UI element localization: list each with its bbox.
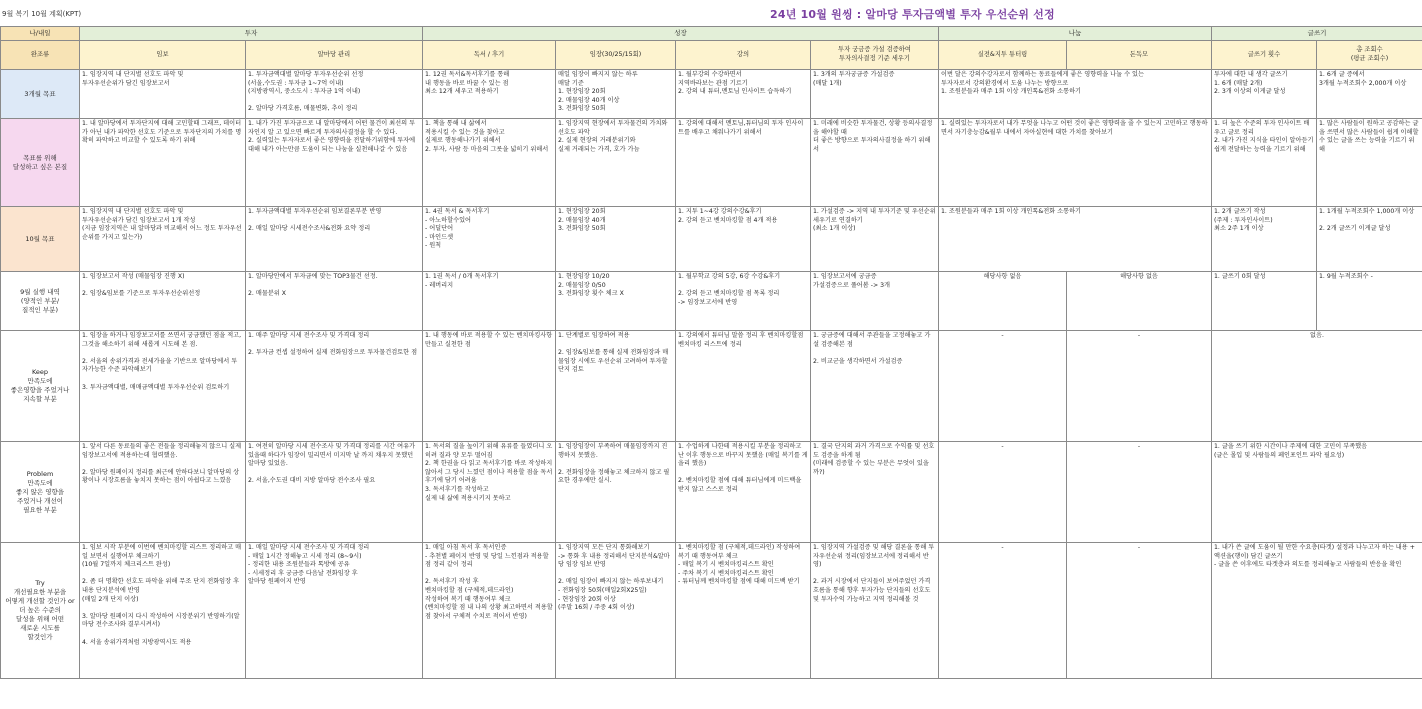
row-problem [1, 442, 1422, 543]
cell-views[interactable]: 1. 많은 사람들이 원하고 공감하는 글을 쓰면서 많은 사람들이 쉽게 이해할 수 있는 글을 쓰는 능력을 기르기 위해 [1317, 119, 1422, 207]
cell-write-count[interactable]: 1. 더 높은 수준의 투자 인사이트 배우고 글로 정리 2. 내가 가진 지식을 타인이 알아듣기 쉽게 전달하는 능력을 기르기 위해 [1212, 119, 1317, 207]
cell-reading[interactable]: 1. 12권 독서&독서후기를 통해 내 행동을 바로 바꿀 수 있는 점 최소 12개 세우고 적용하기 [423, 70, 556, 119]
page-title: 24년 10월 원씽 : 알마당 투자금액별 투자 우선순위 선정 [770, 8, 1055, 21]
cell-reading[interactable]: 1. 책을 통해 내 삶에서 적용시킬 수 있는 것을 찾아고 실제로 행동해나가기 위해서 2. 투자, 사람 등 마음의 그릇을 넓히기 위해서 [423, 119, 556, 207]
cell-imbo[interactable]: 1. 임장지역 내 단지별 선호도 파악 및 투자우선순위가 담긴 임장보고서 [80, 70, 246, 119]
cell-share[interactable]: 1. 실력있는 투자자로서 내가 무엇을 나누고 어떤 것이 좋은 영향력을 줄 수 있는지 고민하고 행동하면서 자기충능감&월부 내에서 자아실현에 대한 가치를 찾아보기 [939, 119, 1212, 207]
cell-curious[interactable]: 1. 임장지역 가설검증 및 해당 결론을 통해 투자우선순위 정리(임장보고서에 정리해서 반영) 2. 과거 시장에서 단지들이 보여주었던 가격흐름을 통해 향후 투자가능 단지들의 선호도 및 투자수익 가능하고 지역 정리해볼 것 [811, 543, 939, 679]
cell-tutor[interactable]: - [939, 543, 1067, 679]
cell-imjang[interactable]: 1. 임장임장이 부족하여 매물임장까지 진행하지 못했음. 2. 전화임장을 정해놓고 체크하지 않고 필요한 경우에만 실시. [556, 442, 676, 543]
group-share: 나눔 [939, 27, 1212, 41]
group-corner: 나/내일 [1, 27, 80, 41]
cell-imjang[interactable]: 매일 임장이 빠지지 않는 하루 매달 기준 1. 현장임장 20회 2. 매물임장 40개 이상 3. 전화임장 50회 [556, 70, 676, 119]
cell-views[interactable]: 1. 9월 누적조회수 - [1317, 272, 1422, 331]
cell-curious[interactable]: 1. 결국 단지의 과거 가격으로 수익률 및 선호도 검증을 하게 됨 (미래에 검증할 수 있는 부분은 무엇이 있을까?) [811, 442, 939, 543]
group-invest: 투자 [80, 27, 423, 41]
doc-label: 9월 복기 10월 계획(KPT) [2, 10, 82, 18]
cell-lecture[interactable]: 1. 강의에 대해서 멘토님,튜터님의 투자 인사이트를 배우고 채워나가기 위해서 [676, 119, 811, 207]
col-almadang: 알마당 관리 [246, 41, 423, 70]
row-head: 목표를 위해 달성하고 싶은 본질 [1, 119, 80, 207]
cell-reading[interactable]: 1. 내 행동에 바로 적용할 수 있는 벤치마킹사항 만들고 실천한 점 [423, 331, 556, 442]
cell-lecture[interactable]: 1. 수업하게 나한테 적용시킬 부분을 정리하고 난 이후 행동으로 바꾸지 못했음 (매일 복기를 게을리 했음) 2. 벤치마킹할 점에 대해 튜터님에게 미드백을 받지 않고 스스로 정리 [676, 442, 811, 543]
cell-curious[interactable]: 1. 임장보고서에 궁금증 가설검증으로 풀어봄 -> 3개 [811, 272, 939, 331]
row-try [1, 543, 1422, 679]
cell-lecture[interactable]: 1. 강의에서 튜터님 말씀 정리 후 벤치마킹할점 벤치마킹 리스트에 정리 [676, 331, 811, 442]
cell-imbo[interactable]: 1. 임보 시작 부분에 이번에 벤치마킹할 리스트 정리하고 매일 보면서 실행여부 체크하기 (10월 7일까지 체크리스트 완성) 2. 좀 더 명확한 선호도 파악을 위해 무조 단지 전화임장 후 내용 단지분석에 반영 (매일 2개 단지 이상) 3. 알마당 원페이지 다시 작성하여 시장분위기 반영하기(알마당 전수조사와 결부시켜서) 4. 서울 송위가격처럼 지방광역시도 적용 [80, 543, 246, 679]
col-reading: 독서 / 후기 [423, 41, 556, 70]
row-head: 10월 목표 [1, 207, 80, 272]
cell-curious[interactable]: 1. 궁금증에 대해서 주관들을 고정해놓고 가설 검증해본 점 2. 비교군을 생각하면서 가설검증 [811, 331, 939, 442]
cell-tutor[interactable]: 해당사항 없음 [939, 272, 1067, 331]
cell-almadang[interactable]: 1. 여전히 알마당 시세 전수조사 및 가격대 정리를 시간 여유가 있을때 하다가 임장이 밀리면서 미지막 날 까지 채우지 못했던 알마당 있었음. 2. 서울,수도권 대비 지방 알마당 전수조사 필요 [246, 442, 423, 543]
row-head: 3개월 목표 [1, 70, 80, 119]
row-keep [1, 331, 1422, 442]
cell-almadang[interactable]: 1. 알마당안에서 투자금에 맞는 TOP3물건 선정. 2. 매물분위 X [246, 272, 423, 331]
cell-donation[interactable]: - [1067, 442, 1212, 543]
cell-write[interactable]: 1. 내가 쓴 글에 도움이 될 만한 수요층(타겟) 설정과 나누고자 하는 내용 + 액션을(행이) 담긴 글쓰기 - 글을 쓴 이후에도 타겟층과 의도를 정리해놓고 사람들의 반응을 확인 [1212, 543, 1422, 679]
cell-write[interactable]: 없음. [1212, 331, 1422, 442]
kpt-table [0, 26, 1422, 679]
cell-almadang[interactable]: 1. 투자금액대별 투자우선순위 임보결론부분 반영 2. 매일 알마당 시세전수조사&전화 요약 정리 [246, 207, 423, 272]
cell-lecture[interactable]: 1. 벤치마킹할 점 (구체적,데드라인) 작성하여 복기 때 행동여부 체크 - 매일 복기 시 벤치마킹리스트 확인 - 주차 복기 시 벤치마킹리스트 확인 - 튜터님께 벤치마킹할 점에 대해 미드백 받기 [676, 543, 811, 679]
col-imbo: 임보 [80, 41, 246, 70]
row-head: Keep 만족도에 좋은영향을 주었거나 지속할 부분 [1, 331, 80, 442]
cell-imjang[interactable]: 1. 현장임장 10/20 2. 매물임장 0/50 3. 전화임장 횟수 체크 X [556, 272, 676, 331]
row-head: Problem 만족도에 좋지 않은 영향을 주었거나 개선이 필요한 부분 [1, 442, 80, 543]
cell-write-count[interactable]: 1. 글쓰기 0회 달성 [1212, 272, 1317, 331]
row-september-done [1, 272, 1422, 331]
cell-almadang[interactable]: 1. 투자금액대별 알마당 투자우선순위 선정 (서울,수도권 : 투자금 1~7억 이내) (지방광역시, 중소도시 : 투자금 1억 이내) 2. 알마당 가격호름, 매물변화, 추이 정리 [246, 70, 423, 119]
row-head: Try 개선필요한 부분을 어떻게 개선할 것인가 or 더 높은 수준의 달성을 위해 어떤 새로운 시도를 할것인가 [1, 543, 80, 679]
cell-donation[interactable]: - [1067, 543, 1212, 679]
cell-imbo[interactable]: 1. 임장을 하거나 임장보고서를 쓰면서 궁금했던 점을 적고, 그것을 해소하기 위해 새롭게 시도해 본 점. 2. 서울의 송위가격과 전세가율을 기반으로 알마당에서 투자가능한 수준 파악해보기 3. 투자금액대별, 매매금액대별 투자우선순위 검토하기 [80, 331, 246, 442]
cell-imjang[interactable]: 1. 단계별로 임장하여 적용 2. 임장&임보를 통해 실제 전화임장과 매물임장 시에도 우선순위 고려하여 투자할 단지 검토 [556, 331, 676, 442]
cell-imbo[interactable]: 1. 내 알마당에서 투자단지에 대해 고민할때 그래프, 데이터가 아닌 내가 파악한 선호도 기준으로 투자단지의 가치를 명확히 파악하고 비교할 수 있도록 하기 위해 [80, 119, 246, 207]
cell-write-count[interactable]: 투자에 대한 내 생각 글쓰기 1. 6개 (매달 2개) 2. 3개 이상의 이게글 달성 [1212, 70, 1317, 119]
row-3month-goal [1, 70, 1422, 119]
cell-views[interactable]: 1. 1개월 누적조회수 1,000개 이상 2. 2개 글쓰기 이게글 달성 [1317, 207, 1422, 272]
cell-imbo[interactable]: 1. 임장지역 내 단지별 선호도 파악 및 투자우선순위가 담긴 임장보고서 1개 작성 (지금 임장지역은 내 알마당과 비교해서 어느 정도 투자우선순위를 가지고 있는가) [80, 207, 246, 272]
cell-almadang[interactable]: 1. 매주 알마당 시세 전수조사 및 가격대 정리 2. 투자금 컨셉 설정하여 실제 전화임장으로 투자물건검토한 점 [246, 331, 423, 442]
cell-reading[interactable]: 1. 1권 독서 / 0개 독서후기 - 레버리지 [423, 272, 556, 331]
cell-donation[interactable]: 해당사항 없음 [1067, 272, 1212, 331]
cell-write[interactable]: 1. 글을 쓰기 위한 시간이나 주제에 대한 고민이 부족했음 (글은 몰입 및 사람들의 페인포인트 파악 필요성) [1212, 442, 1422, 543]
cell-donation[interactable]: - [1067, 331, 1212, 442]
cell-curious[interactable]: 1. 가설검증 -> 지역 내 투자기준 및 우선순위 세우기로 연결하기 (최소 1개 이상) [811, 207, 939, 272]
cell-lecture[interactable]: 1. 지투 1~4강 강의수강&후기 2. 강의 듣고 벤치마킹할 점 4개 적용 [676, 207, 811, 272]
cell-curious[interactable]: 1. 3개의 투자궁금증 가설검증 (매달 1개) [811, 70, 939, 119]
group-write: 글쓰기 [1212, 27, 1422, 41]
row-essence [1, 119, 1422, 207]
top-bar [0, 0, 1422, 26]
cell-lecture[interactable]: 1. 월부강의 수강하면서 지역바라보는 관점 기르기 2. 강의 내 튜터,멘토님 인사이트 습득하기 [676, 70, 811, 119]
cell-imbo[interactable]: 1. 임장보고서 작성 (매물임장 진행 X) 2. 임장&임보를 기준으로 투자우선순위선정 [80, 272, 246, 331]
cell-imjang[interactable]: 1. 임장지역 현장에서 투자물건의 가치와 선호도 파악 2. 실제 현장의 거래분위기와 실제 거래되는 가격, 호가 가늠 [556, 119, 676, 207]
column-header-row [1, 41, 1422, 70]
col-lecture: 강의 [676, 41, 811, 70]
group-header-row [1, 27, 1422, 41]
cell-imbo[interactable]: 1. 앞서 다른 동료들의 좋은 전들을 정리해놓지 않으니 실제 임장보고서에 적용하는데 협력했음. 2. 알마당 원페이지 정리를 최근에 안하다보니 알마당의 상황이나 시장흐름을 놓치지 못하는 점이 아쉽다고 느꼈음 [80, 442, 246, 543]
cell-reading[interactable]: 1. 4권 독서 & 독서후기 - 아노하할수있어 - 어딜단어 - 마인드셋 - 원칙 [423, 207, 556, 272]
cell-reading[interactable]: 1. 매일 아침 독서 후 독서인증 - 추천별 페이지 반영 및 당일 느낀점과 적용할 점 정리 같이 정리 2. 독서후기 작성 후 벤치마킹할 점 (구체적,데드라인) 작성하여 복기 때 행동여부 체크 (벤치마킹할 점 내 나의 상황 최고하면서 적용할 점 찾아서 구체적 수치로 적어서 반영) [423, 543, 556, 679]
row-head: 9월 실행 내역 (양적인 부분/ 질적인 부분) [1, 272, 80, 331]
col-curious: 투자 궁금증 가설 검증하여 투자의사결정 기준 세우기 [811, 41, 939, 70]
col-donation: 돈독모 [1067, 41, 1212, 70]
row-october-goal [1, 207, 1422, 272]
cell-curious[interactable]: 1. 미래에 비슷한 투자물건, 상황 등의사결정을 해야할 때 더 좋은 방향으로 투자의사결정을 하기 위해서 [811, 119, 939, 207]
cell-share[interactable]: 1. 조원분들과 매주 1회 이상 개인톡&전화 소통하기 [939, 207, 1212, 272]
cell-imjang[interactable]: 1. 현장임장 20회 2. 매물임장 40개 3. 전화임장 50회 [556, 207, 676, 272]
cell-tutor[interactable]: - [939, 331, 1067, 442]
cell-tutor[interactable]: - [939, 442, 1067, 543]
cell-imjang[interactable]: 1. 임장지역 모든 단지 통화해보기 -> 통화 후 내용 정리해서 단지분석&알마당 임장 임보 반영 2. 매일 임장이 빠지지 않는 하루보내기 - 전화임장 50회(매일2회X25일) - 현장임장 20회 이상 (주말 16회 / 주중 4회 이상) [556, 543, 676, 679]
cell-almadang[interactable]: 1. 내가 가진 투자금으로 내 알마당에서 어떤 물건이 최선의 투자인지 알 고 있으면 빠르게 투자의사결정을 할 수 있다. 2. 실력있는 투자자로서 좋은 영향력을 전달하기위함에 투자에 대해 내가 아는만큼 도움이 되는 나눔을 실천해나갈 수 있음 [246, 119, 423, 207]
col-tutor: 실전&지투 튜터링 [939, 41, 1067, 70]
cell-almadang[interactable]: 1. 매일 알마당 시세 전수조사 및 가격대 정리 - 매일 1시간 정해놓고 시세 정리 (8~9시) - 정리한 내용 조원분들과 톡방에 공유 - 시세정리 후 궁금증 다음날 전화임장 후 알마당 원페이지 반영 [246, 543, 423, 679]
cell-reading[interactable]: 1. 독서의 질을 높이기 위해 유류를 들였더니 오히려 질과 양 모두 떨어짐 2. 책 한권을 다 읽고 독서후기를 바로 작성하지 않아서 그 당시 느꼈던 점이나 적용할 점을 독서후기에 담기 어려움 3. 독서후기를 작성하고 실제 내 삶에 적용시키지 못하고 [423, 442, 556, 543]
col-imjang: 임장(30/25/15회) [556, 41, 676, 70]
cell-lecture[interactable]: 1. 월부학교 강의 5강, 6강 수강&후기 2. 강의 듣고 벤치마킹할 점 목록 정리 -> 임장보고서에 반영 [676, 272, 811, 331]
group-growth: 성장 [423, 27, 939, 41]
cell-share[interactable]: 이번 달은 강의수강자로서 함께하는 동료들에게 좋은 영향력을 나눌 수 있는 투자자로서 강의환경에서 도움 나누는 방향으로 1. 조원분들과 매주 1회 이상 개인톡&전화 소통하기 [939, 70, 1212, 119]
col-write-count: 글쓰기 횟수 [1212, 41, 1317, 70]
cell-views[interactable]: 1. 6개 글 증에서 3개월 누적조회수 2,000개 이상 [1317, 70, 1422, 119]
cell-write-count[interactable]: 1. 2개 글쓰기 작성 (주제 : 투자인사이트) 최소 2주 1개 이상 [1212, 207, 1317, 272]
col-views: 총 조회수 (평균 조회수) [1317, 41, 1422, 70]
col-corner: 완조류 [1, 41, 80, 70]
